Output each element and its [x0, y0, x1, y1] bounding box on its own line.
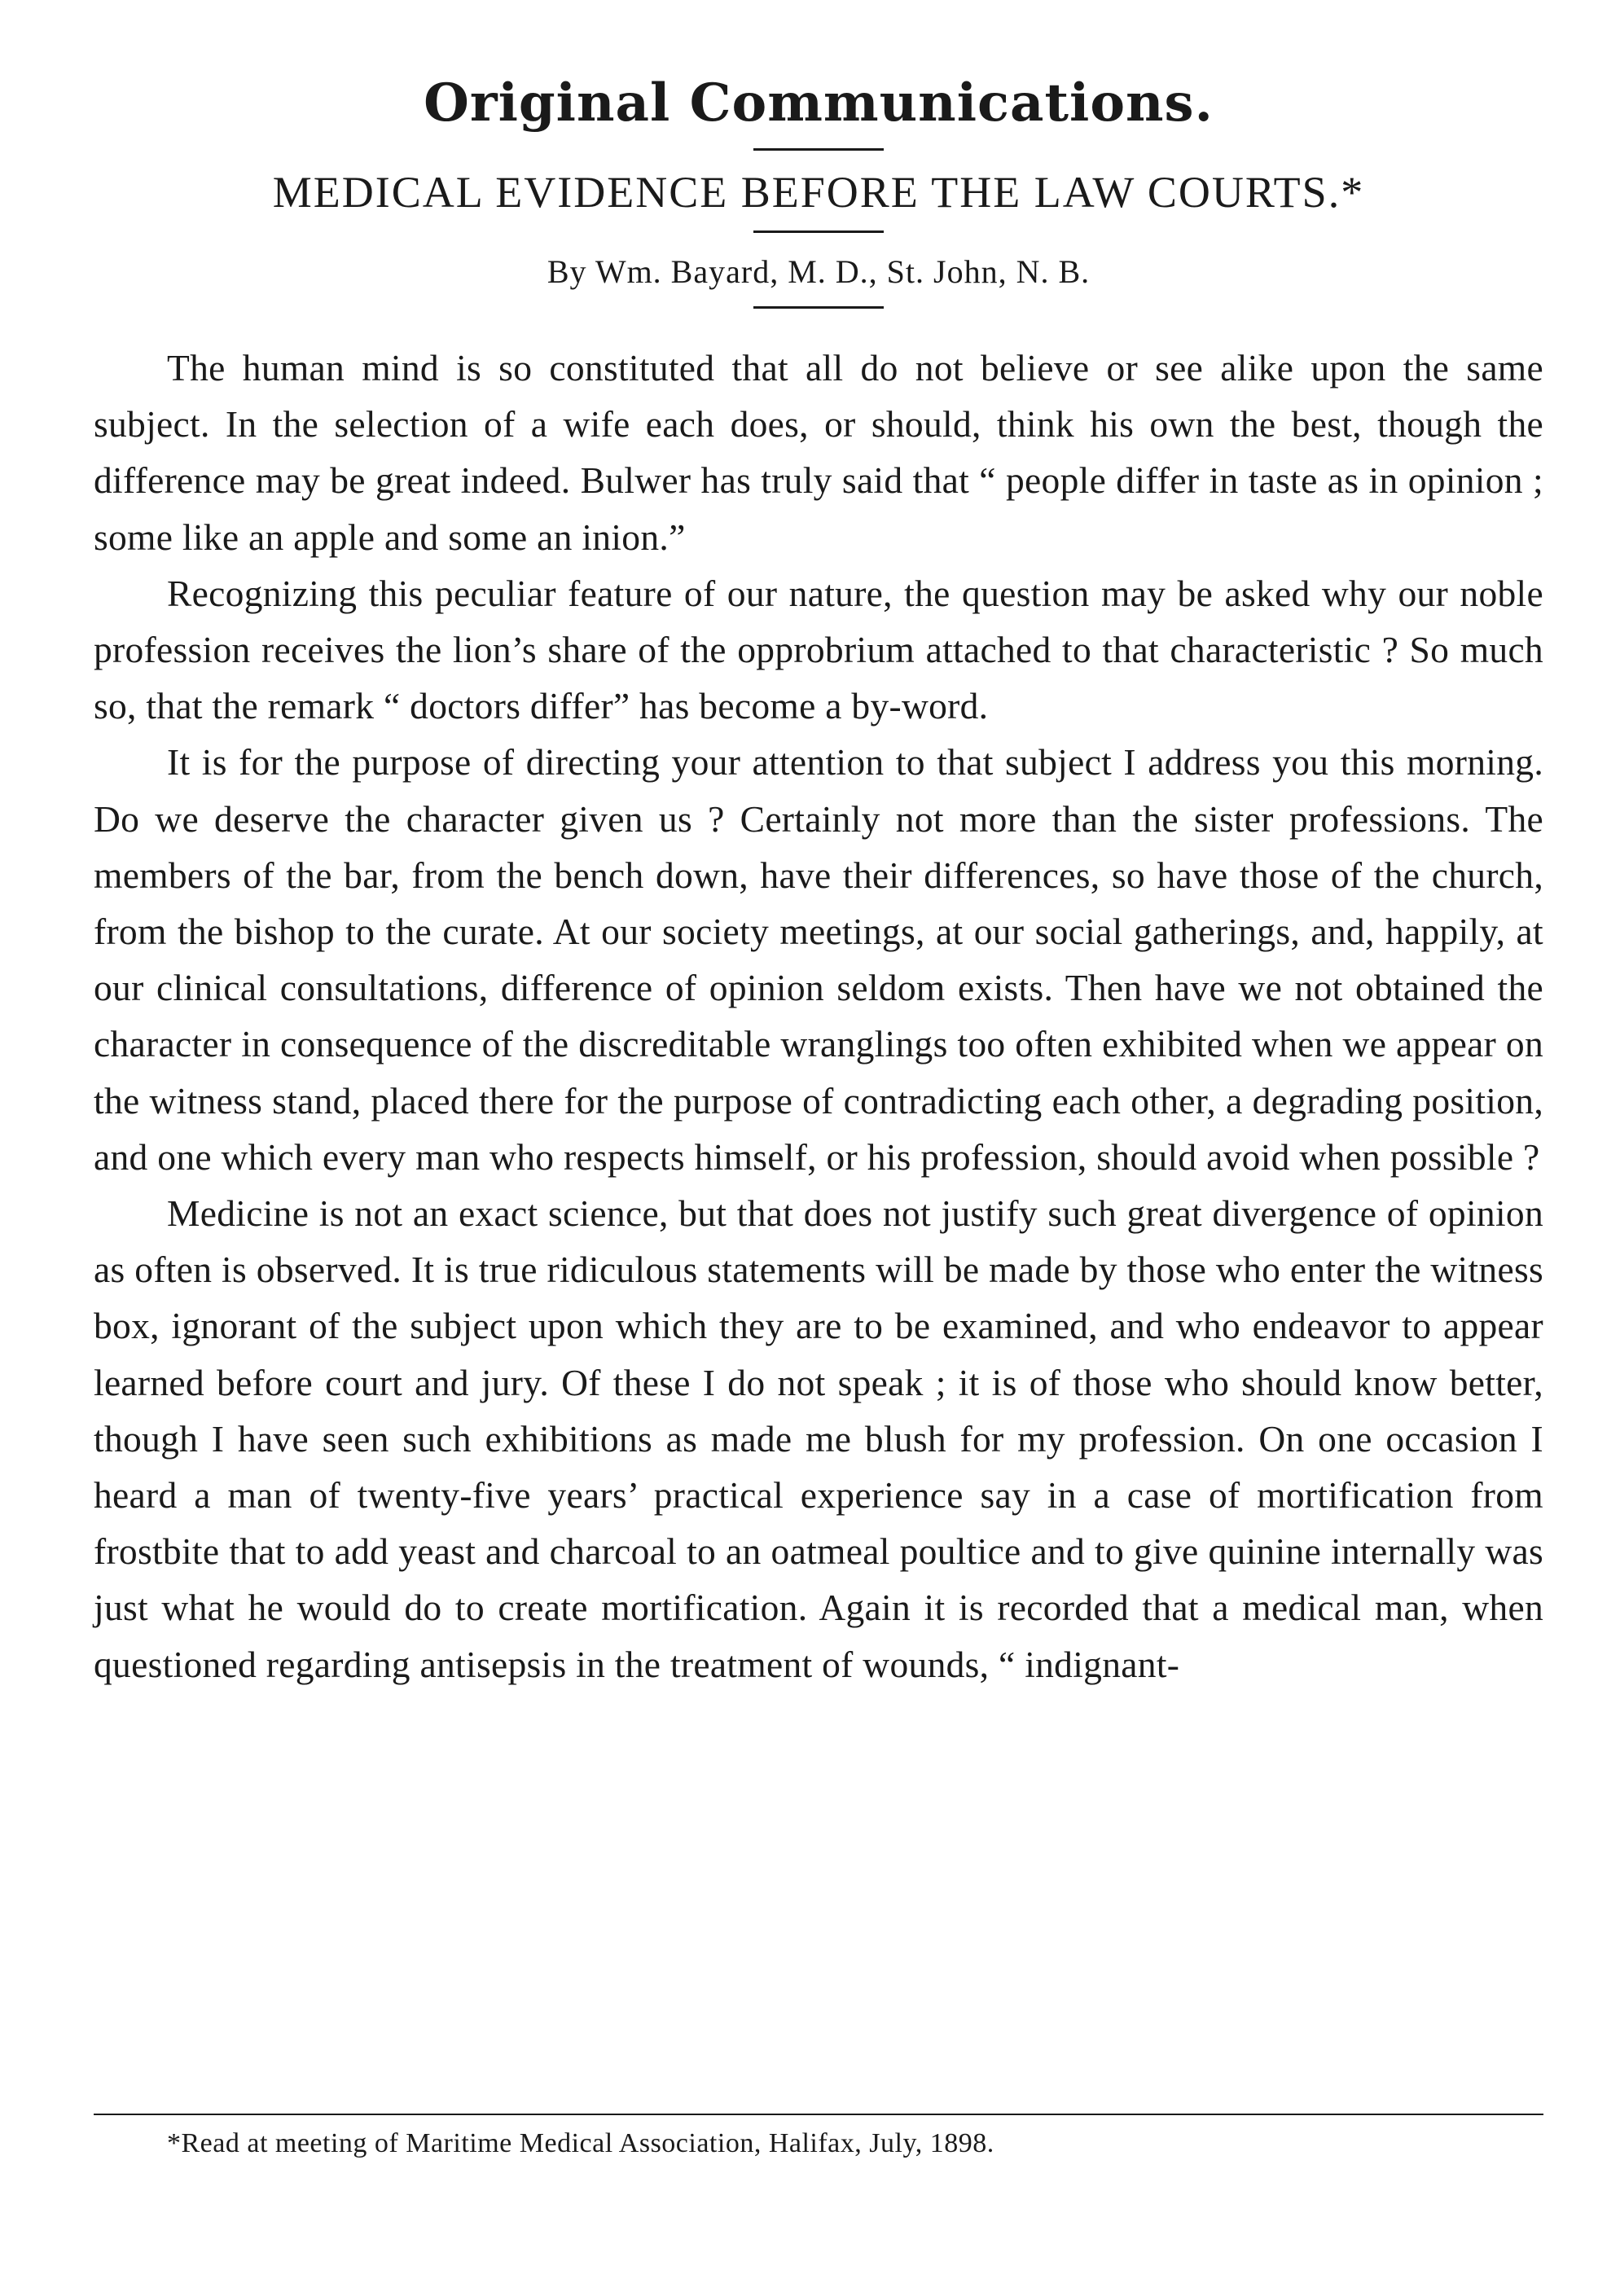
footnote-divider — [94, 2114, 1543, 2115]
byline: By Wm. Bayard, M. D., St. John, N. B. — [547, 253, 1091, 290]
paragraph: It is for the purpose of directing your attention to that subject I address you this morning. Do we deserve the character given us ? Certainly not more than the sister professions. The members of the bar, from the bench down, have their differences, so have those of the church, from the bishop to the curate. At our society meetings, at our social gatherings, and, happily, at our clinical consultations, difference of opinion seldom exists. Then have we not obtained the character in consequence of the discreditable wranglings too often exhibited when we appear on the witness stand, placed there for the purpose of contradicting each other, a degrading position, and one which every man who respects himself, or his profession, should avoid when possible ? — [94, 741, 1543, 1178]
article-body — [94, 340, 1543, 1692]
article-title: MEDICAL EVIDENCE BEFORE THE LAW COURTS.* — [272, 168, 1365, 217]
paragraph: The human mind is so constituted that all do not believe or see alike upon the same subject. In the selection of a wife each does, or should, think his own the best, though the difference may be great indeed. Bulwer has truly said that “ people differ in taste as in opinion ; some like an apple and some an inion.” — [94, 347, 1543, 558]
paragraph: Recognizing this peculiar feature of our nature, the question may be asked why our noble profession receives the lion’s share of the opprobrium attached to that characteristic ? So much so, that the remark “ doctors differ” has become a by-word. — [94, 572, 1543, 727]
paragraph: Medicine is not an exact science, but that does not justify such great divergence of opinion as often is observed. It is true ridiculous statements will be made by those who enter the witness box, ignorant of the subject upon which they are to be examined, and who endeavor to appear learned before court and jury. Of these I do not speak ; it is of those who should know better, though I have seen such exhibitions as made me blush for my profession. On one occasion I heard a man of twenty-five years’ practical experience say in a case of mortification from frostbite that to add yeast and charcoal to an oatmeal poultice and to give quinine internally was just what he would do to create mortification. Again it is recorded that a medical man, when questioned regarding antisepsis in the treatment of wounds, “ indignant- — [94, 1192, 1543, 1685]
title-divider — [753, 148, 884, 151]
document-page — [94, 57, 1543, 2256]
byline-divider-top — [753, 230, 884, 233]
footnote: *Read at meeting of Maritime Medical Association, Halifax, July, 1898. — [167, 2128, 994, 2158]
section-title: Original Communications. — [424, 72, 1214, 134]
byline-divider-bottom — [753, 306, 884, 309]
